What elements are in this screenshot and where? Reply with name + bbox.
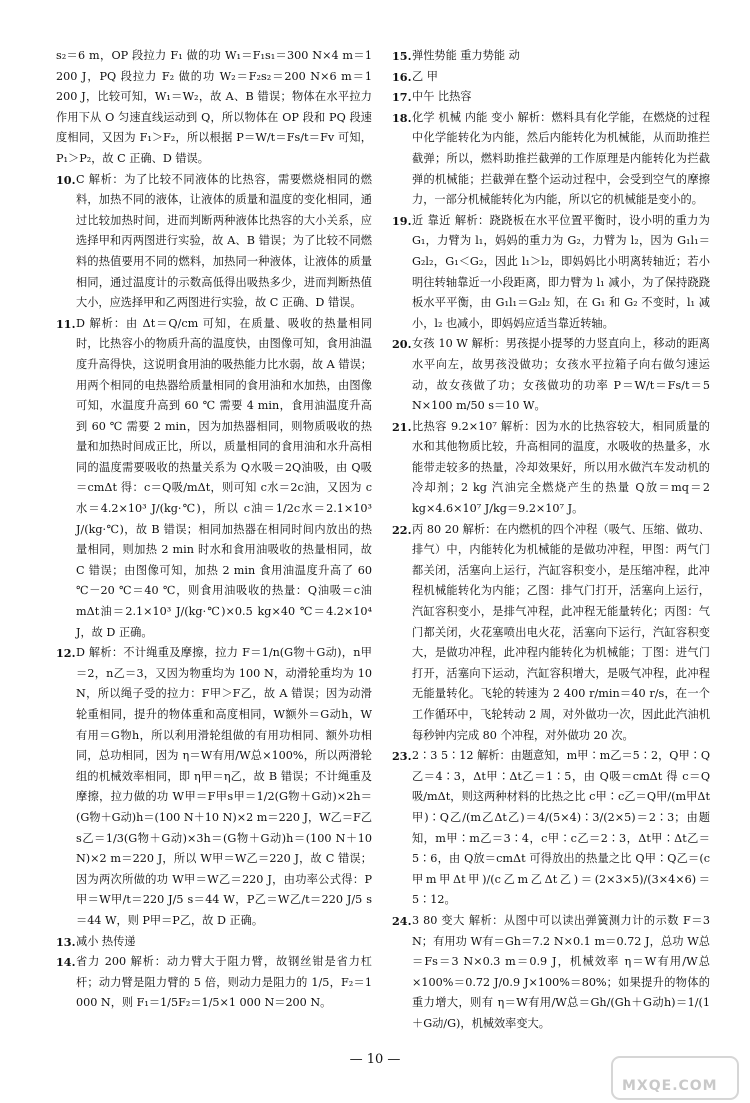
answer-column-right <box>392 46 710 1035</box>
page-number: — 10 — <box>349 1052 401 1067</box>
answer-item <box>56 314 372 644</box>
answer-item <box>392 520 710 747</box>
answer-text: 减小 热传递 <box>76 934 136 948</box>
answer-text: 女孩 10 W 解析：男孩提小提琴的力竖直向上，移动的距离水平向左，故男孩没做功；女孩水平拉箱子向右做匀速运动，故女孩做了功；女孩做功的功率 P＝W/t＝Fs/t＝5 N×100 m/50 s＝10 W。 <box>412 337 710 413</box>
answer-item <box>392 417 710 520</box>
answer-text: 丙 80 20 解析：在内燃机的四个冲程（吸气、压缩、做功、排气）中，内能转化为机械能的是做功冲程，甲图：两气门都关闭，活塞向上运行，汽缸容积变小，是压缩冲程，此冲程机械能转化为内能；乙图：排气门打开，活塞向上运行，汽缸容积变小，是排气冲程，此冲程无能量转化；丙图：气门都关闭，火花塞喷出电火花，活塞向下运行，汽缸容积变大，是做功冲程，此冲程内能转化为机械能；丁图：进气门打开，活塞向下运动，汽缸容积增大，是吸气冲程，此冲程无能量转化。飞轮的转速为 2 400 r/min＝40 r/s，在一个工作循环中，飞轮转动 2 周，对外做功一次，因此此汽油机每秒钟内完成 80 个冲程，对外做功 20 次。 <box>412 522 710 742</box>
question-number: 22. <box>392 522 412 537</box>
question-number: 23. <box>392 749 412 764</box>
answer-text: 省力 200 解析：动力臂大于阻力臂，故钢丝钳是省力杠杆；动力臂是阻力臂的 5 倍，则动力是阻力的 1/5，F₂＝1 000 N，则 F₁＝1/5F₂＝1/5×1 000 N＝200 N。 <box>76 955 372 1010</box>
answer-text: 中午 比热容 <box>412 90 472 104</box>
answer-item <box>392 334 710 416</box>
question-number: 13. <box>56 934 76 949</box>
answer-text: D 解析：不计绳重及摩擦，拉力 F＝1/n(G物＋G动)，n甲＝2，n乙＝3，又因为物重均为 100 N，动滑轮重均为 10 N，所以绳子受的拉力：F甲＞F乙，故 A 错误；因为动滑轮重相同，提升的物体重和高度相同，W额外＝G动h，W有用＝G物h，所以利用滑轮组做的有用功相同、额外功相同，总功相同，因为 η＝W有用/W总×100%，所以两滑轮组的机械效率相同，即 η甲＝η乙，故 B 错误；不计绳重及摩擦，拉力做的功 W甲＝F甲s甲＝1/2(G物＋G动)×2h＝(G物＋G动)h＝(100 N＋10 N)×2 m＝220 J，W乙＝F乙s乙＝1/3(G物＋G动)×3h＝(G物＋G动)h＝(100 N＋10 N)×2 m＝220 J，所以 W甲＝W乙＝220 J，故 C 错误；因为两次所做的功 W甲＝W乙＝220 J，由功率公式得：P甲＝W甲/t＝220 J/5 s＝44 W，P乙＝W乙/t＝220 J/5 s＝44 W，则 P甲＝P乙，故 D 正确。 <box>76 646 373 927</box>
answer-item <box>392 211 710 335</box>
answer-text: 2∶3 5∶12 解析：由题意知，m甲∶m乙＝5∶2，Q甲∶Q乙＝4∶3，Δt甲∶Δt乙＝1∶5，由 Q吸＝cmΔt 得 c＝Q吸/mΔt，则这两种材料的比热之比 c甲∶c乙＝Q甲/(m甲Δt甲)∶Q乙/(m乙Δt乙)＝4/(5×4)∶3/(2×5)＝2∶3；由题知，m甲∶m乙＝3∶4，c甲∶c乙＝2∶3，Δt甲∶Δt乙＝5∶6，由 Q放＝cmΔt 可得放出的热量之比 Q甲∶Q乙＝(c甲m甲Δt甲)/(c乙m乙Δt乙)＝(2×3×5)/(3×4×6)＝5∶12。 <box>412 749 710 907</box>
question-number: 11. <box>56 316 76 331</box>
answer-text: D 解析：由 Δt＝Q/cm 可知，在质量、吸收的热量相同时，比热容小的物质升高的温度快，由图像可知，食用油温度升高得快，这说明食用油的吸热能力比水弱，故 A 错误；用两个相同的电热器给质量相同的食用油和水加热，由图像可知，水温度升高到 60 ℃ 需要 4 min，食用油温度升高到 60 ℃ 需要 2 min，因为加热器相同，则物质吸收的热量和加热时间成正比，所以，质量相同的食用油和水升高相同的温度需要吸收的热量关系为 Q水吸＝2Q油吸，由 Q吸＝cmΔt 得：c＝Q吸/mΔt，则可知 c水＝2c油，又因为 c水＝4.2×10³ J/(kg·℃)，所以 c油＝1/2c水＝2.1×10³ J/(kg·℃)，故 B 错误；相同加热器在相同时间内放出的热量相同，则加热 2 min 时水和食用油吸收的热量相同，故 C 错误；由图像可知，加热 2 min 食用油温度升高了 60 ℃－20 ℃＝40 ℃，则食用油吸收的热量：Q油吸＝c油mΔt油＝2.1×10³ J/(kg·℃)×0.5 kg×40 ℃＝4.2×10⁴ J，故 D 正确。 <box>76 316 372 639</box>
question-number: 12. <box>56 646 76 661</box>
answer-item <box>392 87 710 108</box>
question-number: 14. <box>56 955 76 970</box>
watermark-text: MXQE.COM <box>622 1078 718 1094</box>
question-number: 18. <box>392 110 412 125</box>
question-number: 20. <box>392 337 412 352</box>
question-number: 16. <box>392 69 412 84</box>
answer-item <box>56 46 372 170</box>
answer-text: C 解析：为了比较不同液体的比热容，需要燃烧相同的燃料，加热不同的液体，让液体的质量和温度的变化相同，通过比较加热时间，进而判断两种液体比热容的大小关系，应选择甲和丙两图进行实验，故 A、B 错误；为了比较不同燃料的热值要用不同的燃料，加热同一种液体，让液体的质量相同，通过温度计的示数高低得出吸热多少，进而判断热值大小，应选择甲和乙两图进行实验，故 C 正确、D 错误。 <box>76 172 372 310</box>
question-number: 17. <box>392 90 412 105</box>
answer-item <box>392 746 710 911</box>
answer-text: s₂＝6 m，OP 段拉力 F₁ 做的功 W₁＝F₁s₁＝300 N×4 m＝1 200 J，PQ 段拉力 F₂ 做的功 W₂＝F₂s₂＝200 N×6 m＝1 200 J，比较可知，W₁＝W₂，故 A、B 错误；物体在水平拉力作用下从 O 匀速直线运动到 Q，所以物体在 OP 段和 PQ 段速度相同，又因为 F₁＞F₂，所以根据 P＝W/t＝Fs/t＝Fv 可知，P₁＞P₂，故 C 正确、D 错误。 <box>56 49 372 165</box>
answer-text: 比热容 9.2×10⁷ 解析：因为水的比热容较大，相同质量的水和其他物质比较，升高相同的温度，水吸收的热量多，水能带走较多的热量，冷却效果好，所以用水做汽车发动机的冷却剂；2 kg 汽油完全燃烧产生的热量 Q放＝mq＝2 kg×4.6×10⁷ J/kg＝9.2×10⁷ J。 <box>412 419 710 516</box>
answer-item <box>56 932 372 953</box>
answer-column-left <box>56 46 372 1014</box>
answer-text: 化学 机械 内能 变小 解析：燃料具有化学能，在燃烧的过程中化学能转化为内能，然后内能转化为机械能，从而助推拦截弹；所以，燃料助推拦截弹的工作原理是内能转化为拦截弹的机械能；拦截弹在整个运动过程中，会受到空气的摩擦力，一部分机械能转化为内能，所以它的机械能是变小的。 <box>412 110 710 207</box>
answer-item <box>56 643 372 931</box>
answer-text: 乙 甲 <box>412 69 438 83</box>
question-number: 24. <box>392 913 412 928</box>
answer-text: 3 80 变大 解析：从图中可以读出弹簧测力计的示数 F＝3 N；有用功 W有＝Gh＝7.2 N×0.1 m＝0.72 J，总功 W总＝Fs＝3 N×0.3 m＝0.9 J，机械效率 η＝W有用/W总×100%＝0.72 J/0.9 J×100%＝80%；如果提升的物体的重力增大，则有 η＝W有用/W总＝Gh/(Gh＋G动h)＝1/(1＋G动/G)，机械效率变大。 <box>412 913 710 1030</box>
answer-item <box>392 46 710 67</box>
question-number: 21. <box>392 419 412 434</box>
answer-item <box>392 108 710 211</box>
answer-text: 弹性势能 重力势能 动 <box>412 49 520 62</box>
answer-item <box>56 170 372 314</box>
answer-item <box>392 911 710 1035</box>
answer-item <box>56 952 372 1014</box>
answer-item <box>392 67 710 88</box>
answer-text: 近 靠近 解析：跷跷板在水平位置平衡时，设小明的重力为 G₁，力臂为 l₁，妈妈的重力为 G₂，力臂为 l₂，因为 G₁l₁＝G₂l₂，G₁＜G₂，因此 l₁＞l₂，即妈妈比小明离转轴近；若小明往转轴靠近一小段距离，即力臂为 l₁ 减小，为了保持跷跷板水平平衡，由 G₁l₁＝G₂l₂ 知，在 G₁ 和 G₂ 不变时，l₁ 减小，l₂ 也减小，即妈妈应适当靠近转轴。 <box>412 213 710 330</box>
question-number: 19. <box>392 213 412 228</box>
question-number: 15. <box>392 49 412 63</box>
question-number: 10. <box>56 172 76 187</box>
